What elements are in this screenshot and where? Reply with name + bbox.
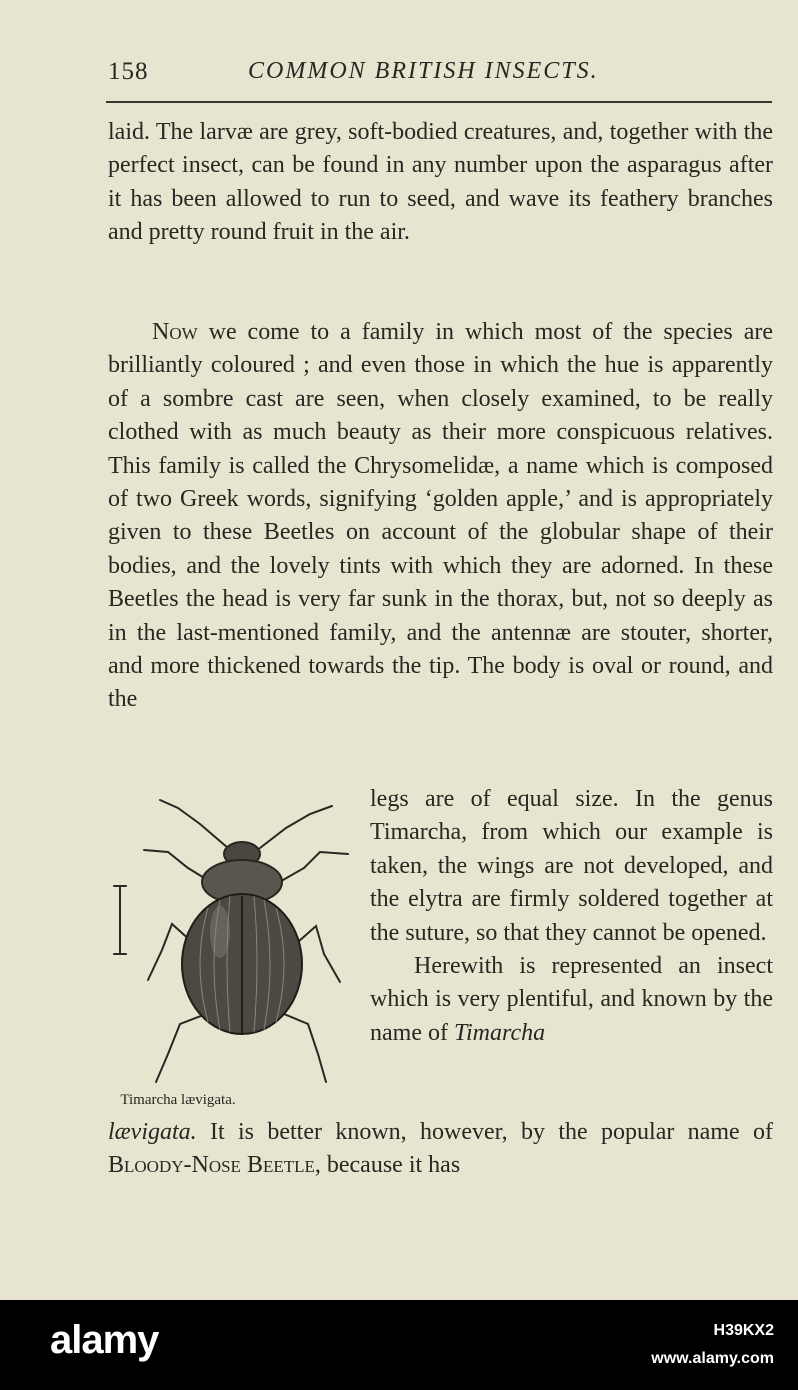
page-number: 158 [108,58,149,85]
figure-caption: Timarcha lævigata. [120,1092,236,1108]
species-genus: Timarcha [453,1019,546,1046]
paragraph-2-text: we come to a family in which most of the species are brilliantly coloured ; and even those in which the hue is apparently of a sombre cast are seen, when closely examined, to be really clothed with as much beauty as their more conspicuous relatives. This family is called the Chrysomelidæ, a name which is composed of two Greek words, signifying ‘golden apple,’ and is appropriately given to these Beetles on account of the globular shape of their bodies, and the lovely tints with which they are adorned. In these Beetles the head is very far sunk in the thorax, but, not so deeply as in the last-mentioned family, and the antennæ are stouter, shorter, and more thickened towards the tip. The body is oval or round, and the [108,319,773,713]
tail-text-2: , because it has [314,1152,461,1179]
tail-text-1: It is better known, however, by the popular name of [196,1119,773,1145]
beetle-illustration [108,792,360,1118]
site-url: www.alamy.com [651,1350,774,1367]
page-header [108,58,772,94]
image-id: H39KX2 [713,1322,774,1339]
running-title: COMMON BRITISH INSECTS. [248,58,599,84]
wrapped-paragraph-1: legs are of equal size. In the genus Timarcha, from which our example is taken, the wings are not developed, and the elytra are firmly soldered together at the suture, so that they cannot be opened. [370,786,773,946]
common-name: Bloody-Nose Beetle [108,1152,315,1179]
header-rule [106,101,772,103]
wrapped-text [370,783,773,1050]
beetle-icon [108,792,360,1118]
wrapped-paragraph-2: Herewith is represented an insect which is very plentiful, and known by the name of [370,953,773,1046]
paragraph-1 [108,116,773,250]
paragraph-2-lead: Now [152,319,198,345]
species-epithet: lævigata. [108,1119,197,1145]
paragraph-2 [108,316,773,717]
watermark-bar [0,1300,798,1390]
alamy-logo: alamy [50,1318,159,1362]
paragraph-1-text: laid. The larvæ are grey, soft-bodied creatures, and, together with the perfect insect, can be found in any number upon the asparagus after it has been allowed to run to seed, and wave its feathery branches and pretty round fruit in the air. [108,119,773,246]
tail-text [108,1116,773,1183]
